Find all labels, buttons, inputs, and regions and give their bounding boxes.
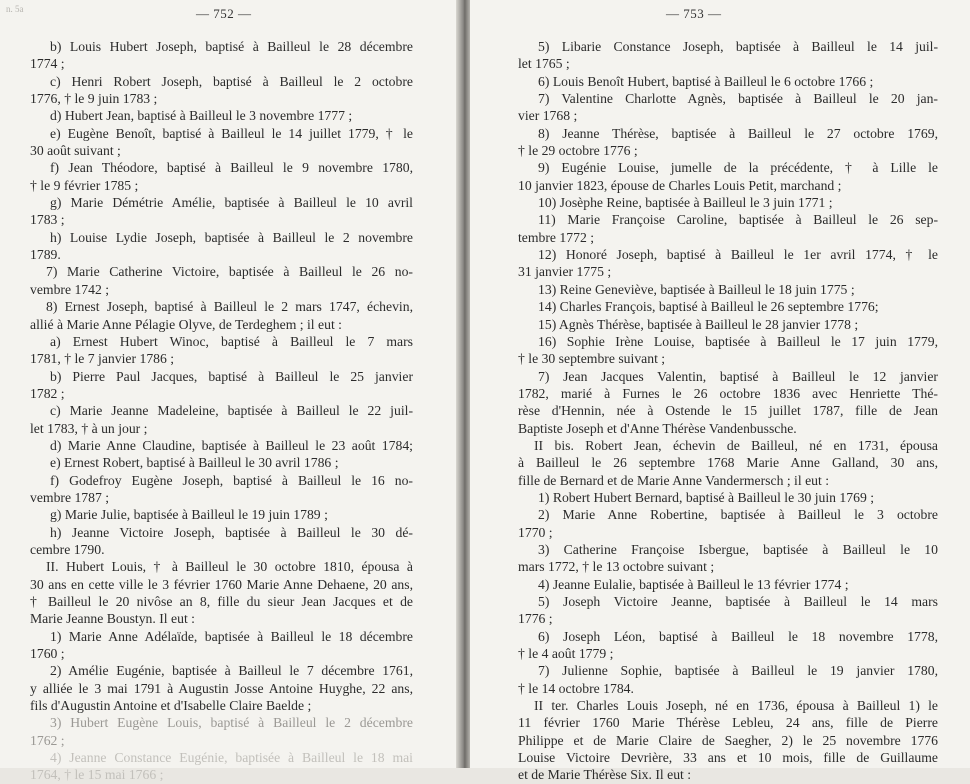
text-line: à Bailleul le 26 septembre 1768 Marie Anne Galland, 30 ans, (518, 455, 938, 471)
text-line: 12) Honoré Joseph, baptisé à Bailleul le 1er avril 1774, † le (538, 247, 938, 263)
text-line: y alliée le 3 mai 1791 à Augustin Josse Antoine Huyghe, 22 ans, (30, 680, 413, 696)
text-line: † le 14 octobre 1784. (518, 680, 634, 696)
right-page (470, 0, 970, 783)
text-line: vembre 1742 ; (30, 281, 110, 297)
text-line: 1764, † le 15 mai 1766 ; (30, 767, 164, 783)
text-line: 1) Marie Anne Adélaïde, baptisée à Bailleul le 18 décembre (50, 628, 413, 644)
text-line: c) Marie Jeanne Madeleine, baptisée à Bailleul le 22 juil- (50, 403, 413, 419)
text-line: 1) Robert Hubert Bernard, baptisé à Bailleul le 30 juin 1769 ; (538, 489, 875, 505)
text-line: 1783 ; (30, 212, 65, 228)
text-line: c) Henri Robert Joseph, baptisé à Bailleul le 2 octobre (50, 73, 413, 89)
text-line: allié à Marie Anne Pélagie Olyve, de Terdeghem ; il eut : (30, 316, 342, 332)
text-line: 1776 ; (518, 611, 553, 627)
text-line: II bis. Robert Jean, échevin de Bailleul, né en 1731, épousa (534, 437, 938, 453)
text-line: rèse d'Hennin, née à Ostende le 15 juillet 1787, fille de Jean (518, 403, 938, 419)
text-line: 1782 ; (30, 385, 65, 401)
text-line: 8) Ernest Joseph, baptisé à Bailleul le 2 mars 1747, échevin, (46, 299, 413, 315)
text-line: Baptiste Joseph et d'Anne Thérèse Vandenbussche. (518, 420, 797, 436)
text-line: let 1783, † à un jour ; (30, 420, 148, 436)
text-line: 1776, † le 9 juin 1783 ; (30, 91, 158, 107)
text-line: Louise Victoire Devrière, 33 ans et 10 mois, fille de Guillaume (518, 750, 938, 766)
text-line: vembre 1787 ; (30, 489, 110, 505)
text-line: 7) Marie Catherine Victoire, baptisée à Bailleul le 26 no- (46, 264, 413, 280)
right-page-text (518, 38, 938, 784)
text-line: 1762 ; (30, 732, 65, 748)
text-line: 1789. (30, 247, 61, 263)
text-line: 7) Valentine Charlotte Agnès, baptisée à Bailleul le 20 jan- (538, 91, 938, 107)
text-line: 2) Marie Anne Robertine, baptisée à Bailleul le 3 octobre (538, 507, 938, 523)
text-line: 4) Jeanne Constance Eugénie, baptisée à Bailleul le 18 mai (50, 750, 413, 766)
text-line: 1781, † le 7 janvier 1786 ; (30, 351, 175, 367)
text-line: 7) Jean Jacques Valentin, baptisé à Bailleul le 12 janvier (538, 368, 938, 384)
text-line: cembre 1790. (30, 541, 105, 557)
text-line: † le 29 octobre 1776 ; (518, 143, 638, 159)
text-line: 30 août suivant ; (30, 143, 121, 159)
text-line: 31 janvier 1775 ; (518, 264, 612, 280)
left-page (0, 0, 458, 783)
text-line: 8) Jeanne Thérèse, baptisée à Bailleul le 27 octobre 1769, (538, 125, 938, 141)
text-line: f) Godefroy Eugène Joseph, baptisé à Bailleul le 16 no- (50, 472, 413, 488)
text-line: 5) Joseph Victoire Jeanne, baptisée à Bailleul le 14 mars (538, 594, 938, 609)
text-line: II ter. Charles Louis Joseph, né en 1736, épousa à Bailleul 1) le (534, 698, 938, 714)
text-line: 1782, marié à Furnes le 26 octobre 1836 avec Henriette Thé- (518, 385, 938, 401)
text-line: 1774 ; (30, 56, 65, 72)
text-line: 5) Libarie Constance Joseph, baptisée à Bailleul le 14 juil- (538, 39, 938, 54)
left-page-text (30, 38, 413, 784)
text-line: tembre 1772 ; (518, 229, 595, 245)
text-line: f) Jean Théodore, baptisé à Bailleul le 9 novembre 1780, (50, 160, 413, 176)
text-line: † le 9 février 1785 ; (30, 177, 139, 193)
page-number-right: — 753 — (666, 6, 722, 21)
text-line: 3) Hubert Eugène Louis, baptisé à Bailleul le 2 décembre (50, 715, 413, 731)
text-line: 11 février 1760 Marie Thérèse Lebleu, 24 ans, fille de Pierre (518, 715, 938, 731)
text-line: † le 30 septembre suivant ; (518, 351, 666, 367)
text-line: 1760 ; (30, 646, 65, 662)
text-line: g) Marie Julie, baptisée à Bailleul le 19 juin 1789 ; (50, 507, 328, 523)
text-line: g) Marie Démétrie Amélie, baptisée à Bailleul le 10 avril (50, 195, 413, 211)
text-line: 10) Josèphe Reine, baptisée à Bailleul le 3 juin 1771 ; (538, 195, 833, 211)
text-line: 13) Reine Geneviève, baptisée à Bailleul le 18 juin 1775 ; (538, 281, 855, 297)
text-line: 1770 ; (518, 524, 553, 540)
text-line: 4) Jeanne Eulalie, baptisée à Bailleul le 13 février 1774 ; (538, 576, 849, 592)
text-line: II. Hubert Louis, † à Bailleul le 30 octobre 1810, épousa à (46, 559, 413, 575)
text-line: d) Hubert Jean, baptisé à Bailleul le 3 novembre 1777 ; (50, 108, 353, 124)
text-line: 14) Charles François, baptisé à Bailleul le 26 septembre 1776; (538, 299, 879, 315)
page-number-left: — 752 — (196, 6, 252, 21)
text-line: 3) Catherine Françoise Isbergue, baptisée à Bailleul le 10 (538, 541, 938, 557)
text-line: e) Ernest Robert, baptisé à Bailleul le 30 avril 1786 ; (50, 455, 339, 471)
text-line: 9) Eugénie Louise, jumelle de la précédente, † à Lille le (538, 160, 938, 176)
corner-mark: n. 5a (6, 4, 24, 14)
text-line: h) Jeanne Victoire Joseph, baptisée à Bailleul le 30 dé- (50, 524, 413, 540)
text-line: e) Eugène Benoît, baptisé à Bailleul le 14 juillet 1779, † le (50, 125, 413, 141)
text-line: fille de Bernard et de Marie Anne Vandermersch ; il eut : (518, 472, 830, 488)
text-line: a) Ernest Hubert Winoc, baptisé à Bailleul le 7 mars (50, 333, 413, 349)
text-line: 10 janvier 1823, épouse de Charles Louis Petit, marchand ; (518, 177, 842, 193)
text-line: 6) Louis Benoît Hubert, baptisé à Bailleul le 6 octobre 1766 ; (538, 73, 874, 89)
text-line: vier 1768 ; (518, 108, 578, 124)
text-line: † Bailleul le 20 nivôse an 8, fille du sieur Jean Jacques et de (30, 594, 413, 609)
text-line: h) Louise Lydie Joseph, baptisée à Bailleul le 2 novembre (50, 229, 413, 245)
text-line: d) Marie Anne Claudine, baptisée à Bailleul le 23 août 1784; (50, 437, 413, 453)
text-line: b) Pierre Paul Jacques, baptisé à Bailleul le 25 janvier (50, 368, 413, 384)
text-line: 30 ans en cette ville le 3 février 1760 Marie Anne Dehaene, 20 ans, (30, 576, 413, 592)
text-line: † le 4 août 1779 ; (518, 646, 614, 662)
text-line: Marie Jeanne Boustyn. Il eut : (30, 611, 195, 627)
text-line: 2) Amélie Eugénie, baptisée à Bailleul le 7 décembre 1761, (50, 663, 413, 679)
text-line: 15) Agnès Thérèse, baptisée à Bailleul le 28 janvier 1778 ; (538, 316, 859, 332)
text-line: 16) Sophie Irène Louise, baptisée à Bailleul le 17 juin 1779, (538, 333, 938, 349)
text-line: Philippe et de Marie Claire de Saegher, 2) le 25 novembre 1776 (518, 732, 938, 748)
text-line: 7) Julienne Sophie, baptisée à Bailleul le 19 janvier 1780, (538, 663, 938, 679)
text-line: 6) Joseph Léon, baptisé à Bailleul le 18 novembre 1778, (538, 628, 938, 644)
text-line: b) Louis Hubert Joseph, baptisé à Bailleul le 28 décembre (50, 39, 413, 54)
text-line: mars 1772, † le 13 octobre suivant ; (518, 559, 715, 575)
text-line: fils d'Augustin Antoine et d'Isabelle Claire Baelde ; (30, 698, 312, 714)
text-line: 11) Marie Françoise Caroline, baptisée à Bailleul le 26 sep- (538, 212, 938, 228)
text-line: let 1765 ; (518, 56, 570, 72)
text-line: et de Marie Thérèse Six. Il eut : (518, 767, 692, 783)
